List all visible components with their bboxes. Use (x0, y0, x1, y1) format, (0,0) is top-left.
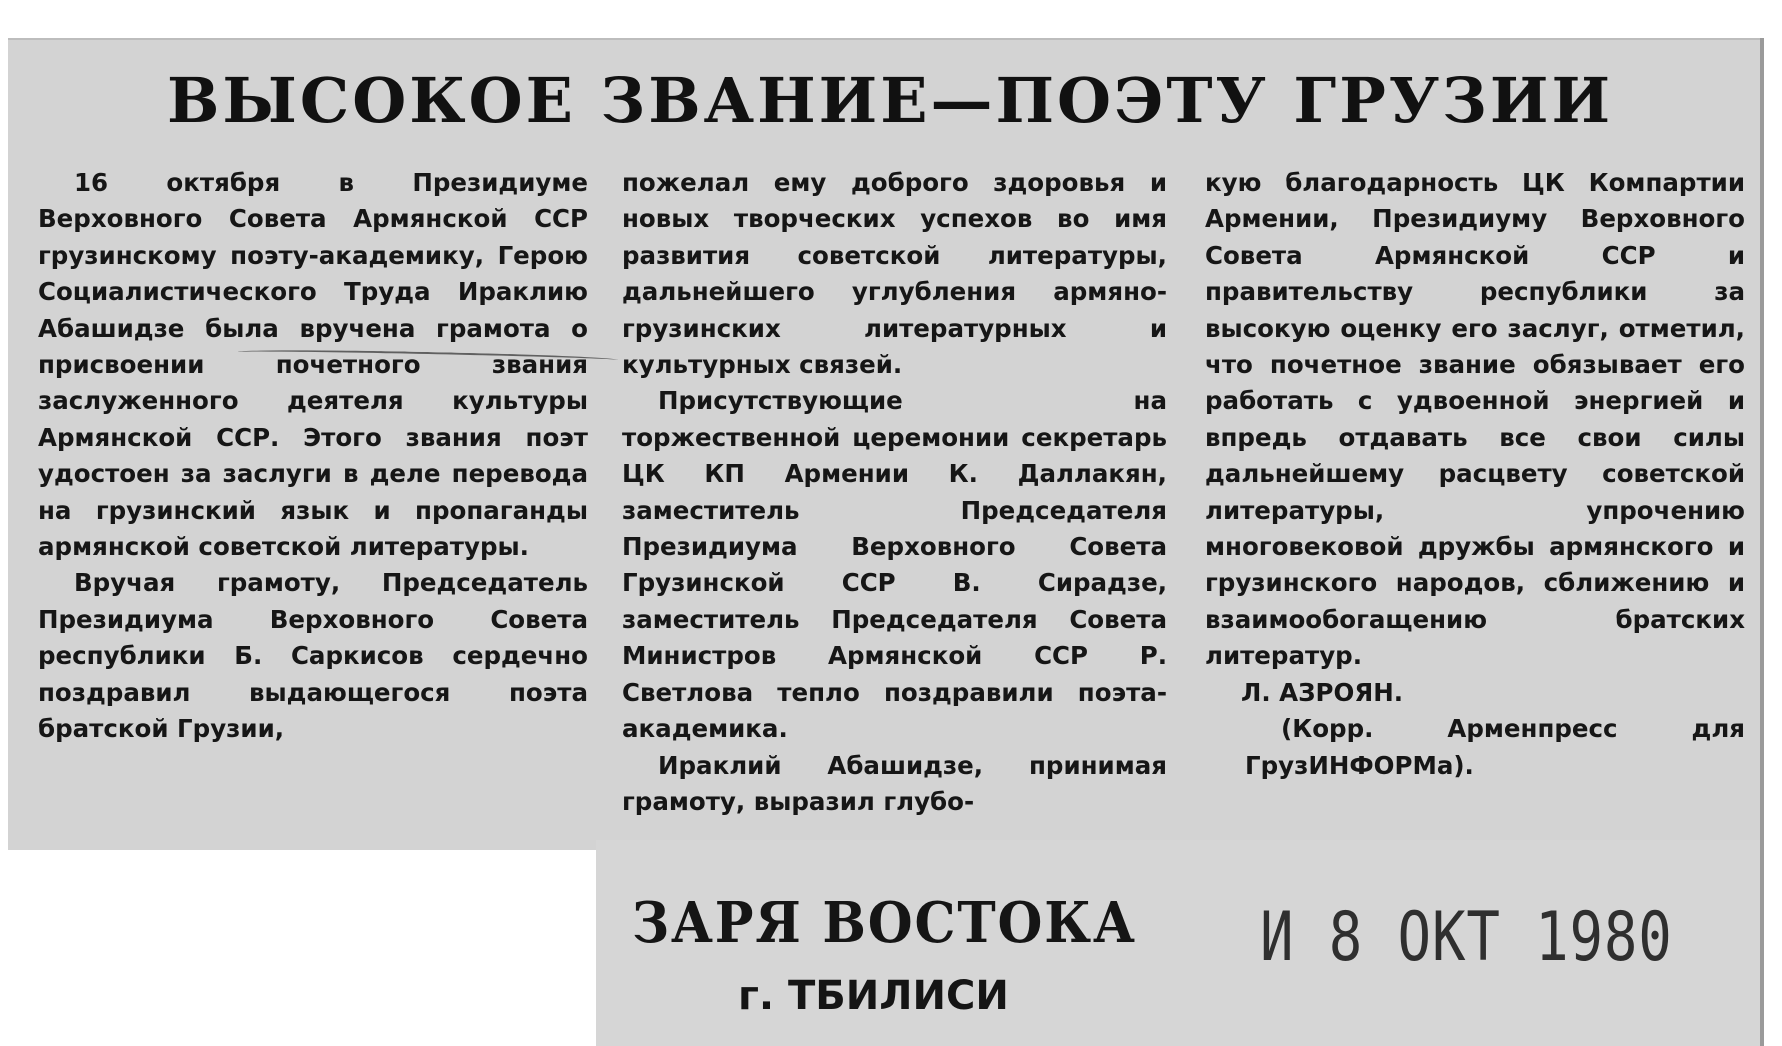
paragraph: Вручая грамоту, Председатель Президиума Верховного Совета республики Б. Саркисов сердечно поздравил выдающегося поэта братской Грузии, (38, 568, 588, 744)
newspaper-name: ЗАРЯ ВОСТОКА (632, 890, 1137, 956)
newspaper-city: г. ТБИЛИСИ (738, 973, 1009, 1019)
paragraph: Ираклий Абашидзе, принимая грамоту, выразил глубо- (622, 750, 1167, 816)
paragraph: кую благодарность ЦК Компартии Армении, Президиуму Верховного Совета Армянской ССР и правительству республики за высокую оценку его заслуг, отметил, что почетное звание обязывает его работать с удвоенной энергией и впредь отдавать все свои силы дальнейшему расцвету советской литературы, упрочению многовековой дружбы армянского и грузинского народов, сближению и взаимообогащению братских литератур. (1205, 168, 1745, 671)
article-column-3 (1205, 165, 1745, 784)
paragraph: 16 октября в Президиуме Верховного Совета Армянской ССР грузинскому поэту-академику, Герою Социалистического Труда Ираклию Абашидзе была вручена грамота о присвоении почетного звания заслуженного деятеля культуры Армянской ССР. Этого звания поэт удостоен за заслуги в деле перевода на грузинский язык и пропаганды армянской советской литературы. (38, 168, 588, 562)
clipping-edge-shadow (1760, 38, 1764, 1046)
agency-credit: (Корр. Арменпресс для ГрузИНФОРМа). (1245, 714, 1745, 780)
article-headline: ВЫСОКОЕ ЗВАНИЕ—ПОЭТУ ГРУЗИИ (166, 64, 1614, 137)
article-column-2 (622, 165, 1167, 820)
date-stamp: И 8 ОКТ 1980 (1260, 898, 1673, 977)
author-signature: Л. АЗРОЯН. (1241, 677, 1404, 707)
article-column-1 (38, 165, 588, 748)
paragraph: Присутствующие на торжественной церемонии секретарь ЦК КП Армении К. Даллакян, заместитель Председателя Президиума Верховного Совета Грузинской ССР В. Сирадзе, заместитель Председателя Совета Министров Армянской ССР Р. Светлова тепло поздравили поэта-академика. (622, 386, 1167, 744)
paragraph: пожелал ему доброго здоровья и новых творческих успехов во имя развития советской литературы, дальнейшего углубления армяно-грузинских литературных и культурных связей. (622, 168, 1167, 380)
